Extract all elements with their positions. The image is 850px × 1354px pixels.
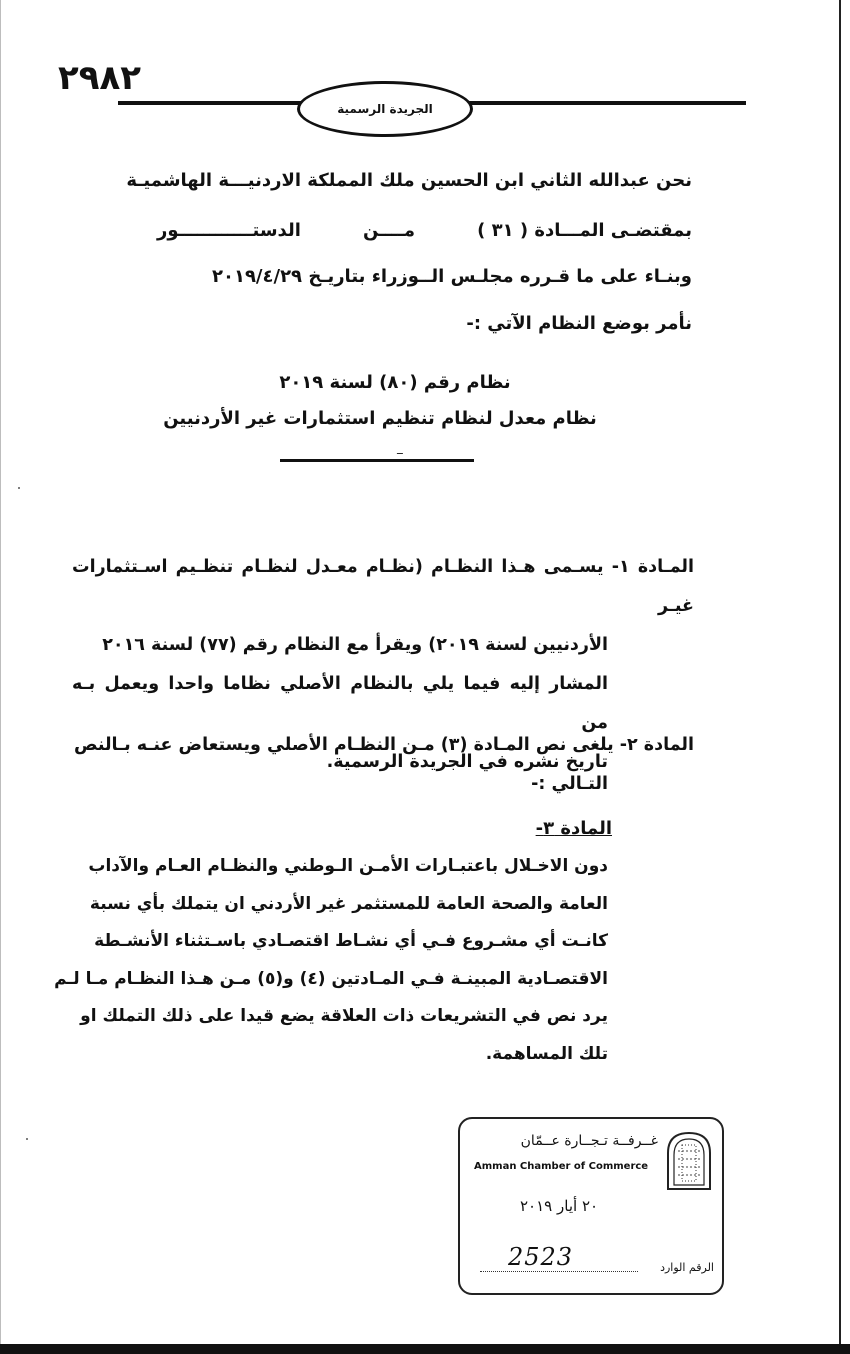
article-1-label: المـادة ١- <box>611 557 694 577</box>
stamp-number-line <box>480 1271 638 1272</box>
article-1-line-1 <box>72 548 694 626</box>
title-underline <box>280 459 474 462</box>
scan-left-edge <box>0 0 1 1354</box>
stamp-incoming-number-label: الرقم الوارد <box>660 1261 714 1274</box>
article-2-line-2: التـالي :- <box>531 774 608 794</box>
scan-speck <box>26 1138 28 1140</box>
preamble-line-2-from: مــــن <box>363 220 415 241</box>
preamble-line-4: نأمر بوضع النظام الآتي :- <box>466 313 692 334</box>
article-3-line-4: الاقتصـادية المبينـة فـي المـادتين (٤) و(٥) مـن هـذا النظـام مـا لـم <box>54 968 608 989</box>
scan-speck <box>18 487 20 489</box>
article-3-body <box>0 848 694 1073</box>
article-2-text-1: يلغى نص المـادة (٣) مـن النظـام الأصلي ويستعاض عنـه بـالنص <box>73 735 614 755</box>
article-1-line-4: تاريخ نشره في الجريدة الرسمية. <box>326 752 608 772</box>
preamble-line-2-constitution: الدستــــــــــــور <box>157 220 301 241</box>
gazette-header-badge <box>297 81 473 137</box>
regulation-name-title: نظام معدل لنظام تنظيم استثمارات غير الأردنيين <box>163 408 597 429</box>
article-2-line-1 <box>72 726 694 765</box>
preamble-line-3: وبنـاء على ما قـرره مجلـس الــوزراء بتاريـخ ٢٠١٩/٤/٢٩ <box>211 266 692 287</box>
preamble-line-2-article: بمقتضـى المـــادة ( ٣١ ) <box>477 220 692 241</box>
article-1-line-2: الأردنيين لسنة ٢٠١٩) ويقرأ مع النظام رقم (٧٧) لسنة ٢٠١٦ <box>102 635 608 655</box>
chamber-emblem-icon <box>664 1129 714 1191</box>
article-3-line-5: يرد نص في التشريعات ذات العلاقة يضع قيدا على ذلك التملك او <box>80 1006 608 1026</box>
stamp-date: ٢٠ أيار ٢٠١٩ <box>520 1197 599 1215</box>
scan-bottom-edge <box>0 1344 850 1354</box>
article-2-label: المادة ٢- <box>619 735 694 755</box>
regulation-number-title: نظام رقم (٨٠) لسنة ٢٠١٩ <box>279 372 511 393</box>
article-3-line-3: كانـت أي مشـروع فـي أي نشـاط اقتصـادي باسـتثناء الأنشـطة <box>94 931 608 951</box>
article-2 <box>72 726 694 804</box>
article-3-line-6: تلك المساهمة. <box>485 1043 608 1064</box>
title-mark: ــ <box>397 446 403 457</box>
article-3-line-2: العامة والصحة العامة للمستثمر غير الأردني ان يتملك بأي نسبة <box>89 893 608 914</box>
preamble-line-2 <box>157 220 692 241</box>
chamber-of-commerce-stamp <box>458 1117 724 1295</box>
preamble-line-1: نحن عبدالله الثاني ابن الحسين ملك المملكة الاردنيـــة الهاشميـة <box>126 170 692 191</box>
stamp-name-english: Amman Chamber of Commerce <box>474 1161 649 1172</box>
stamp-incoming-number: 2523 <box>508 1243 574 1271</box>
article-1-text-1: يسـمى هـذا النظـام (نظـام معـدل لنظـام تنظـيم اسـتثمارات غيـر <box>72 557 694 616</box>
article-3-line-1: دون الاخـلال باعتبـارات الأمـن الـوطني والنظـام العـام والآداب <box>88 856 608 876</box>
gazette-label: الجريدة الرسمية <box>337 102 433 116</box>
article-1-line-3: المشار إليه فيما يلي بالنظام الأصلي نظاما واحدا ويعمل بـه من <box>72 674 608 733</box>
stamp-name-arabic: غــرفــة تـجــارة عــمّان <box>520 1133 658 1149</box>
scan-right-edge <box>839 0 841 1354</box>
page-number: ٢٩٨٢ <box>58 58 142 98</box>
article-3-label: المادة ٣- <box>535 818 612 839</box>
